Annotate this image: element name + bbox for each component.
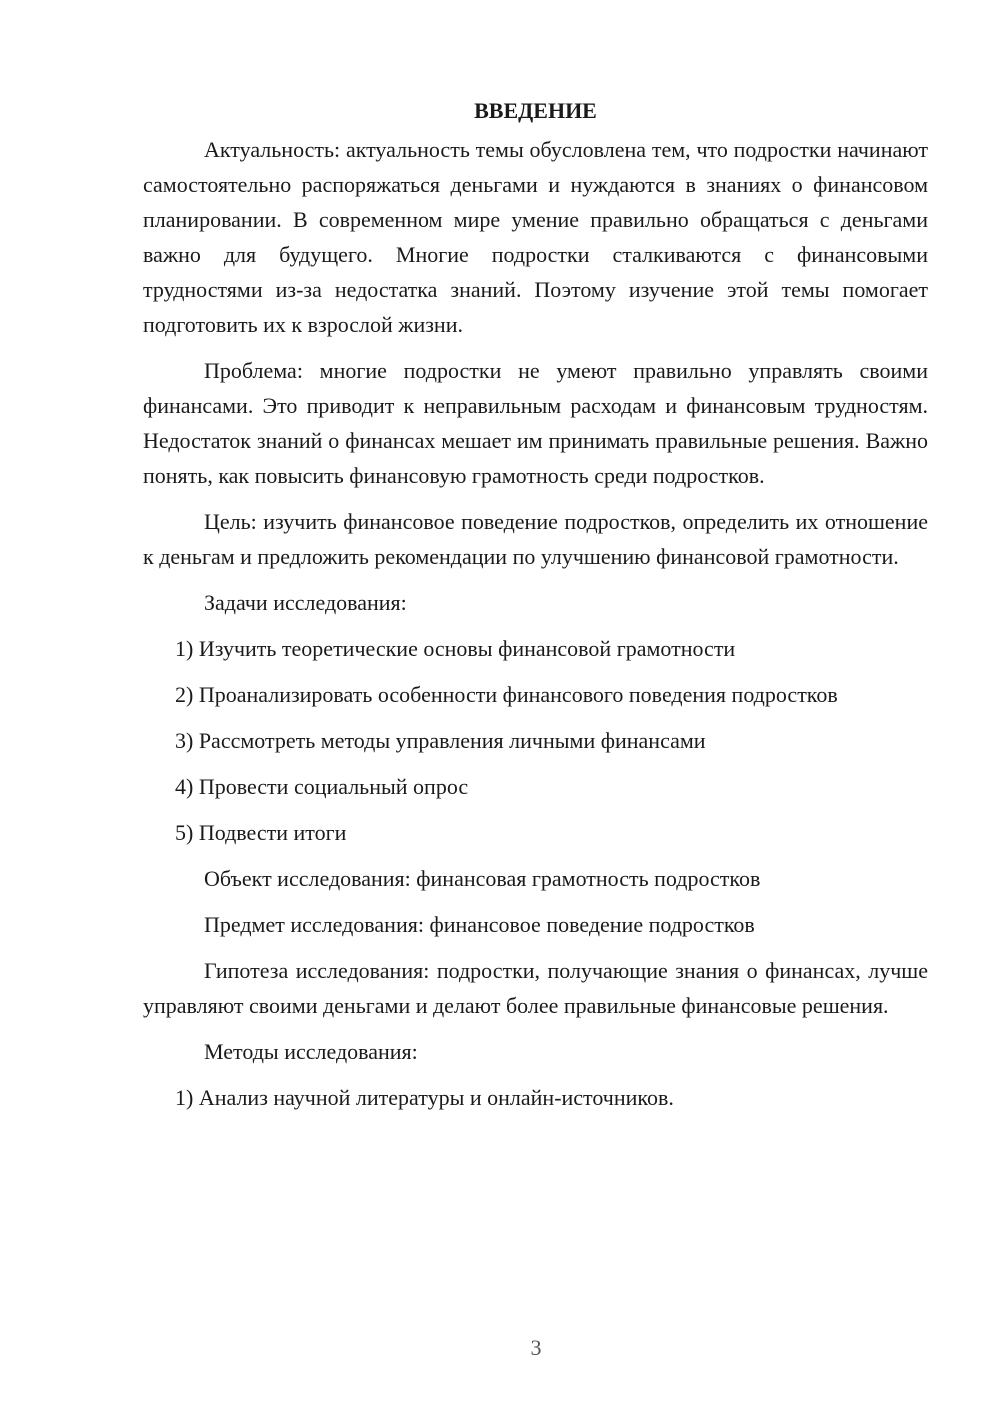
document-body <box>143 96 928 1126</box>
goal-paragraph: Цель: изучить финансовое поведение подростков, определить их отношение к деньгам и предложить рекомендации по улучшению финансовой грамотности. <box>143 509 928 569</box>
research-hypothesis: Гипотеза исследования: подростки, получающие знания о финансах, лучше управляют своими деньгами и делают более правильные финансовые решения. <box>143 958 928 1018</box>
page-number: 3 <box>530 1335 542 1360</box>
task-item-4: 4) Провести социальный опрос <box>175 774 469 799</box>
section-title: ВВЕДЕНИЕ <box>474 98 597 123</box>
problem-paragraph: Проблема: многие подростки не умеют правильно управлять своими финансами. Это приводит к неправильным расходам и финансовым трудностям. Недостаток знаний о финансах мешает им принимать правильные решения. Важно понять, как повысить финансовую грамотность среди подростков. <box>143 358 928 488</box>
task-item-3: 3) Рассмотреть методы управления личными финансами <box>175 728 706 753</box>
tasks-heading: Задачи исследования: <box>204 590 407 615</box>
research-object: Объект исследования: финансовая грамотность подростков <box>204 866 761 891</box>
task-item-5: 5) Подвести итоги <box>175 820 347 845</box>
task-item-2: 2) Проанализировать особенности финансового поведения подростков <box>175 682 838 707</box>
research-subject: Предмет исследования: финансовое поведение подростков <box>204 912 755 937</box>
relevance-paragraph: Актуальность: актуальность темы обусловлена тем, что подростки начинают самостоятельно распоряжаться деньгами и нуждаются в знаниях о финансовом планировании. В современном мире умение правильно обращаться с деньгами важно для будущего. Многие подростки сталкиваются с финансовыми трудностями из-за недостатка знаний. Поэтому изучение этой темы помогает подготовить их к взрослой жизни. <box>143 137 928 337</box>
method-item-1: 1) Анализ научной литературы и онлайн-источников. <box>175 1085 674 1110</box>
methods-heading: Методы исследования: <box>204 1039 418 1064</box>
task-item-1: 1) Изучить теоретические основы финансовой грамотности <box>175 636 736 661</box>
